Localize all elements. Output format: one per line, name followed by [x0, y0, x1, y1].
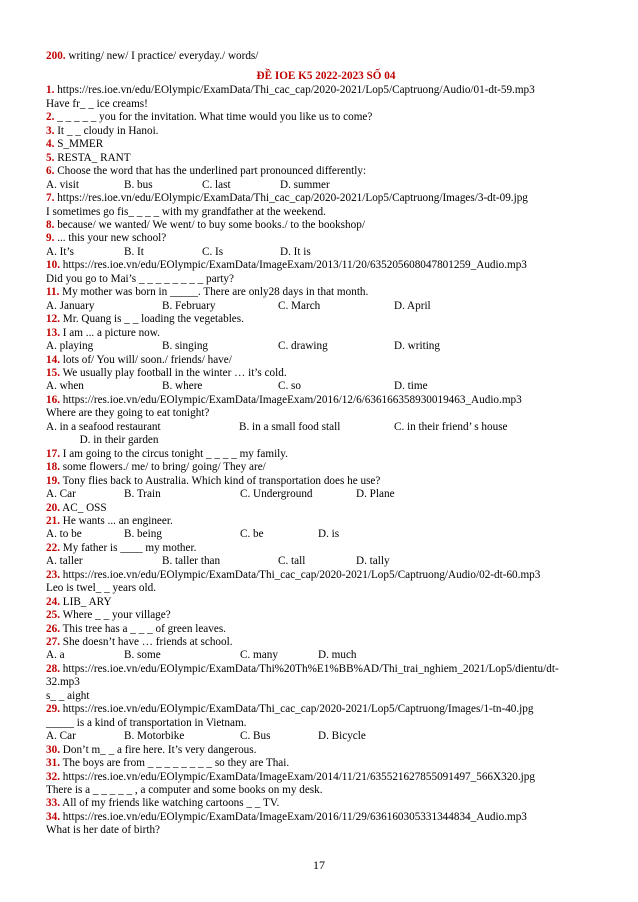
question-text: https://res.ioe.vn/edu/EOlympic/ExamData/Thi_cac_cap/2020-2021/Lop5/Captruong/Audio/02-dt-60.mp3: [59, 568, 541, 581]
answer-option: B. February: [162, 299, 216, 312]
question-continuation: [46, 582, 606, 595]
answer-option: D. It is: [280, 245, 311, 258]
answer-option: C. drawing: [278, 340, 328, 353]
question-line: [46, 663, 606, 676]
question-text: s_ _ aight: [46, 689, 90, 702]
question-line: [46, 394, 606, 407]
answer-option: D. Plane: [356, 488, 395, 501]
question-number: 1.: [46, 84, 55, 97]
document-page: [46, 50, 606, 838]
question-number: 200.: [46, 50, 66, 62]
answer-option: C. many: [240, 649, 278, 662]
answer-option: A. in a seafood restaurant: [46, 420, 161, 433]
answer-option: A. January: [46, 299, 95, 312]
answer-options: [46, 528, 606, 541]
question-text: LIB_ ARY: [59, 595, 112, 608]
question-text: https://res.ioe.vn/edu/EOlympic/ExamData/Thi%20Th%E1%BB%AD/Thi_trai_nghiem_2021/Lop5/dientu/dt-: [59, 662, 559, 675]
question-number: 15.: [46, 366, 60, 379]
answer-option: B. singing: [162, 340, 209, 353]
question-number: 34.: [46, 810, 60, 823]
answer-option: C. tall: [278, 555, 306, 568]
question-text: writing/ new/ I practice/ everyday./ words/: [65, 50, 259, 62]
question-line: [46, 259, 606, 272]
answer-option: B. Train: [124, 488, 161, 501]
question-number: 11.: [46, 286, 60, 299]
answer-option: D. time: [394, 380, 428, 393]
question-text: S_MMER: [54, 138, 104, 151]
question-text: https://res.ioe.vn/edu/EOlympic/ExamData/ImageExam/2016/11/29/636160305331344834_Audio.mp3: [59, 810, 527, 823]
question-line: [46, 461, 606, 474]
question-line: [46, 771, 606, 784]
answer-option: A. when: [46, 380, 84, 393]
answer-option: A. It’s: [46, 245, 74, 258]
question-line: [46, 636, 606, 649]
question-number: 26.: [46, 622, 60, 635]
answer-option: B. taller than: [162, 555, 221, 568]
answer-option: A. taller: [46, 555, 83, 568]
question-text: We usually play football in the winter … it’s cold.: [59, 366, 287, 379]
question-text: I am ... a picture now.: [59, 326, 160, 339]
question-text: There is a _ _ _ _ _ , a computer and some books on my desk.: [46, 784, 323, 797]
question-number: 13.: [46, 326, 60, 339]
question-number: 20.: [46, 501, 60, 514]
answer-option: A. Car: [46, 730, 76, 743]
question-continuation: [46, 273, 606, 286]
answer-option: A. Car: [46, 488, 76, 501]
question-text: https://res.ioe.vn/edu/EOlympic/ExamData/Thi_cac_cap/2020-2021/Lop5/Captruong/Images/1-tn-40.jpg: [59, 703, 534, 716]
answer-options: [46, 649, 606, 662]
question-text: https://res.ioe.vn/edu/EOlympic/ExamData/ImageExam/2014/11/21/635521627855091497_566X320.jpg: [59, 770, 535, 783]
question-text: The boys are from _ _ _ _ _ _ _ _ so they are Thai.: [59, 757, 290, 770]
question-text: some flowers./ me/ to bring/ going/ They are/: [59, 461, 266, 474]
question-text: It _ _ cloudy in Hanoi.: [54, 124, 159, 137]
answer-option: B. being: [124, 528, 162, 541]
question-number: 21.: [46, 514, 60, 527]
question-text: All of my friends like watching cartoons _ _ TV.: [59, 797, 280, 810]
question-number: 10.: [46, 259, 60, 272]
question-text: RESTA_ RANT: [54, 151, 131, 164]
question-text: My father is ____ my mother.: [59, 541, 197, 554]
answer-options: [46, 246, 606, 259]
answer-option: D. is: [318, 528, 340, 541]
answer-option: C. Bus: [240, 730, 271, 743]
answer-option: C. last: [202, 178, 231, 191]
question-continuation: [46, 717, 606, 730]
question-text: https://res.ioe.vn/edu/EOlympic/ExamData/ImageExam/2016/12/6/636166358930019463_Audio.mp3: [59, 393, 522, 406]
answer-option: D. April: [394, 299, 431, 312]
question-line: [46, 569, 606, 582]
answer-options: [46, 380, 606, 393]
question-line: [46, 475, 606, 488]
question-text: _ _ _ _ _ you for the invitation. What time would you like us to come?: [54, 111, 373, 124]
question-line: [46, 367, 606, 380]
question-number: 5.: [46, 151, 55, 164]
question-line: [46, 797, 606, 810]
answer-option: A. a: [46, 649, 65, 662]
question-number: 19.: [46, 474, 60, 487]
answer-option: D. summer: [280, 178, 330, 191]
question-number: 12.: [46, 313, 60, 326]
answer-option: C. Is: [202, 245, 224, 258]
question-text: He wants ... an engineer.: [59, 514, 173, 527]
question-line: [46, 744, 606, 757]
question-number: 27.: [46, 636, 60, 649]
question-continuation: [46, 434, 606, 447]
question-number: 32.: [46, 770, 60, 783]
question-text: _____ is a kind of transportation in Vietnam.: [46, 716, 247, 729]
question-number: 23.: [46, 568, 60, 581]
question-number: 25.: [46, 609, 60, 622]
question-number: 33.: [46, 797, 60, 810]
question-text: I am going to the circus tonight _ _ _ _ my family.: [59, 447, 288, 460]
question-continuation: [46, 676, 606, 689]
answer-option: B. bus: [124, 178, 153, 191]
question-text: https://res.ioe.vn/edu/EOlympic/ExamData/Thi_cac_cap/2020-2021/Lop5/Captruong/Audio/01-dt-59.mp3: [54, 84, 535, 97]
question-text: D. in their garden: [46, 434, 159, 447]
question-line: [46, 515, 606, 528]
answer-option: B. some: [124, 649, 161, 662]
question-line: [46, 354, 606, 367]
answer-option: A. playing: [46, 340, 94, 353]
answer-option: C. March: [278, 299, 321, 312]
answer-option: D. writing: [394, 340, 440, 353]
question-continuation: [46, 206, 606, 219]
question-line: [46, 502, 606, 515]
answer-option: C. in their friend’ s house: [394, 420, 508, 433]
question-number: 8.: [46, 218, 55, 231]
question-line: [46, 448, 606, 461]
answer-option: C. be: [240, 528, 264, 541]
question-number: 31.: [46, 757, 60, 770]
question-number: 14.: [46, 353, 60, 366]
question-line: [46, 609, 606, 622]
answer-options: [46, 179, 606, 192]
question-text: AC_ OSS: [59, 501, 107, 514]
answer-options: [46, 421, 606, 434]
question-line: [46, 111, 606, 124]
answer-option: C. Underground: [240, 488, 313, 501]
question-text: My mother was born in _____. There are only28 days in that month.: [59, 286, 369, 299]
question-line: [46, 313, 606, 326]
question-text: She doesn’t have … friends at school.: [59, 636, 233, 649]
question-number: 22.: [46, 541, 60, 554]
question-line: [46, 623, 606, 636]
question-text: lots of/ You will/ soon./ friends/ have/: [59, 353, 232, 366]
question-continuation: [46, 690, 606, 703]
question-text: https://res.ioe.vn/edu/EOlympic/ExamData/ImageExam/2013/11/20/635205608047801259_Audio.mp3: [59, 259, 527, 272]
question-number: 29.: [46, 703, 60, 716]
question-line: [46, 125, 606, 138]
answer-options: [46, 300, 606, 313]
question-text: Did you go to Mai’s _ _ _ _ _ _ _ _ party?: [46, 272, 234, 285]
answer-option: C. so: [278, 380, 302, 393]
question-text: Tony flies back to Australia. Which kind of transportation does he use?: [59, 474, 381, 487]
question-line: [46, 138, 606, 151]
question-number: 3.: [46, 124, 55, 137]
question-number: 24.: [46, 595, 60, 608]
question-200: [46, 50, 606, 63]
answer-option: D. tally: [356, 555, 390, 568]
question-text: This tree has a _ _ _ of green leaves.: [59, 622, 226, 635]
question-text: Mr. Quang is _ _ loading the vegetables.: [59, 313, 244, 326]
question-line: [46, 542, 606, 555]
answer-option: B. where: [162, 380, 203, 393]
question-text: ... this your new school?: [54, 232, 167, 245]
question-text: I sometimes go fis_ _ _ _ with my grandfather at the weekend.: [46, 205, 326, 218]
question-text: because/ we wanted/ We went/ to buy some books./ to the bookshop/: [54, 218, 365, 231]
question-number: 17.: [46, 447, 60, 460]
question-line: [46, 286, 606, 299]
question-text: Choose the word that has the underlined part pronounced differently:: [54, 165, 367, 178]
answer-option: A. visit: [46, 178, 79, 191]
answer-options: [46, 555, 606, 568]
question-list: [46, 84, 606, 837]
question-line: [46, 219, 606, 232]
question-text: Where are they going to eat tonight?: [46, 407, 210, 420]
answer-options: [46, 340, 606, 353]
question-number: 18.: [46, 461, 60, 474]
question-text: Where _ _ your village?: [59, 609, 171, 622]
question-line: [46, 192, 606, 205]
question-text: Have fr_ _ ice creams!: [46, 97, 148, 110]
question-line: [46, 165, 606, 178]
question-text: Leo is twel_ _ years old.: [46, 582, 156, 595]
question-text: https://res.ioe.vn/edu/EOlympic/ExamData/Thi_cac_cap/2020-2021/Lop5/Captruong/Images/3-dt-09.jpg: [54, 192, 528, 205]
question-line: [46, 152, 606, 165]
page-number: 17: [313, 858, 325, 872]
question-number: 28.: [46, 662, 60, 675]
question-text: Don’t m_ _ a fire here. It’s very dangerous.: [59, 743, 257, 756]
question-line: [46, 327, 606, 340]
question-number: 30.: [46, 743, 60, 756]
question-number: 7.: [46, 192, 55, 205]
answer-option: B. in a small food stall: [239, 420, 341, 433]
question-line: [46, 757, 606, 770]
question-continuation: [46, 784, 606, 797]
answer-option: B. Motorbike: [124, 730, 185, 743]
question-number: 4.: [46, 138, 55, 151]
answer-options: [46, 730, 606, 743]
answer-options: [46, 488, 606, 501]
answer-option: A. to be: [46, 528, 82, 541]
question-line: [46, 232, 606, 245]
answer-option: D. Bicycle: [318, 730, 366, 743]
question-continuation: [46, 98, 606, 111]
answer-option: D. much: [318, 649, 357, 662]
question-text: What is her date of birth?: [46, 824, 161, 837]
question-number: 9.: [46, 232, 55, 245]
question-line: [46, 596, 606, 609]
question-number: 16.: [46, 393, 60, 406]
question-continuation: [46, 824, 606, 837]
question-line: [46, 84, 606, 97]
question-line: [46, 811, 606, 824]
question-continuation: [46, 407, 606, 420]
question-number: 6.: [46, 165, 55, 178]
exam-title: ĐỀ IOE K5 2022-2023 SỐ 04: [256, 70, 396, 83]
question-number: 2.: [46, 111, 55, 124]
question-text: 32.mp3: [46, 676, 80, 689]
answer-option: B. It: [124, 245, 144, 258]
question-line: [46, 703, 606, 716]
